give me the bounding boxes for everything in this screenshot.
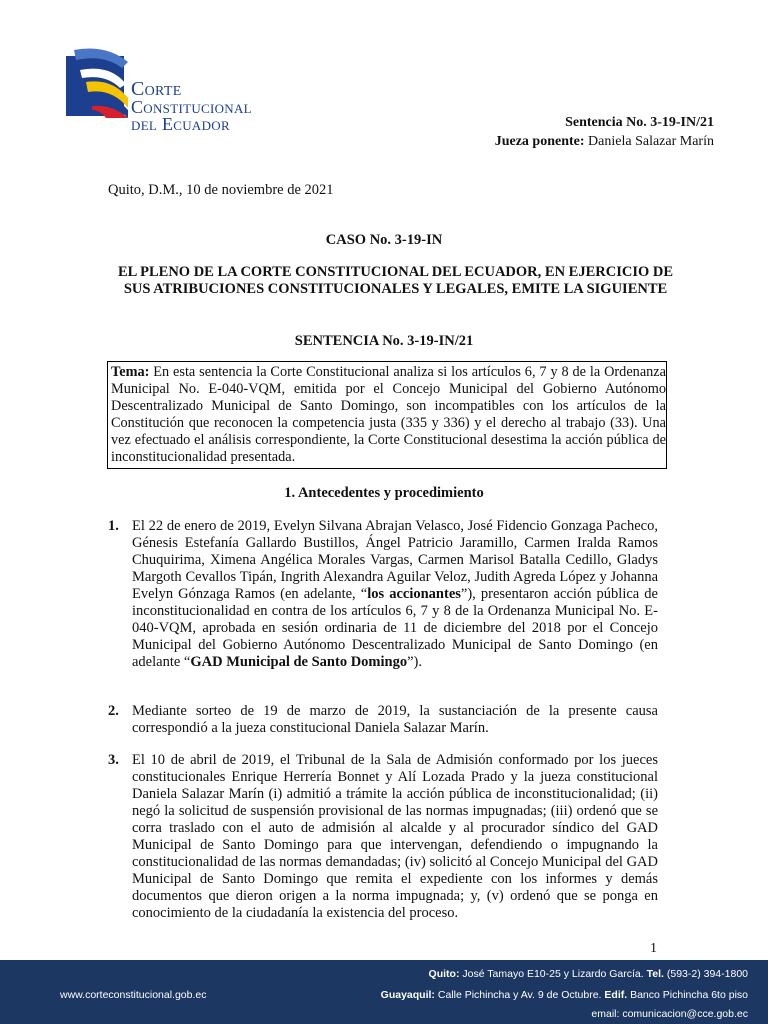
- footer-guayaquil-address: Calle Pichincha y Av. 9 de Octubre.: [437, 989, 602, 1001]
- tema-text: En esta sentencia la Corte Constitucional analiza si los artículos 6, 7 y 8 de la Ordenanza Municipal No. E-040-VQM, emitida por el Concejo Municipal del Gobierno Autónomo Descentralizado Municipal de Santo Domingo, son incompatibles con los artículos de la Constitución que reconocen la competencia justa (335 y 336) y el derecho al trabajo (33). Una vez efectuado el análisis correspondiente, la Corte Constitucional desestima la acción pública de inconstitucionalidad presentada.: [111, 364, 666, 465]
- paragraph-number-1: 1.: [108, 518, 119, 534]
- paragraph-number-2: 2.: [108, 703, 119, 719]
- footer-quito-line: [429, 968, 748, 980]
- logo-line-1: Corte: [131, 78, 182, 100]
- logo-wordmark: [131, 80, 252, 133]
- case-reference: [495, 113, 714, 151]
- logo-line-2: Constitucional: [131, 97, 252, 117]
- paragraph-3: El 10 de abril de 2019, el Tribunal de la Sala de Admisión conformado por los jueces constitucionales Enrique Herrería Bonnet y Alí Lozada Prado y la jueza constitucional Daniela Salazar Marín (i) admitió a trámite la acción pública de inconstitucionalidad; (ii) negó la solicitud de suspensión provisional de las normas impugnadas; (iii) ordenó que se corra traslado con el auto de admisión al alcalde y al procurador síndico del GAD Municipal de Santo Domingo para que intervengan, defendiendo o impugnando la constitucionalidad de las normas demandadas; (iv) solicitó al Concejo Municipal del GAD Municipal de Santo Domingo que remita el expediente con los informes y demás documentos que dieron origen a la norma impugnada; y, (v) ordenó que se ponga en conocimiento de la ciudadanía la existencia del proceso.: [132, 752, 658, 921]
- footer-tel-value: (593-2) 394-1800: [666, 968, 748, 980]
- court-emblem-icon: [66, 48, 136, 120]
- document-date: Quito, D.M., 10 de noviembre de 2021: [108, 182, 334, 198]
- paragraph-1-bold-gad: GAD Municipal de Santo Domingo: [190, 654, 408, 670]
- paragraph-number-3: 3.: [108, 752, 119, 768]
- footer-tel-label: Tel.: [646, 968, 664, 980]
- section-title: 1. Antecedentes y procedimiento: [284, 485, 484, 501]
- tema-label: Tema:: [111, 364, 150, 380]
- jueza-label: Jueza ponente:: [494, 134, 585, 149]
- paragraph-1-bold-accionantes: los accionantes: [367, 586, 461, 602]
- court-logo: [66, 48, 281, 138]
- sentencia-title: SENTENCIA No. 3-19-IN/21: [294, 333, 474, 349]
- logo-line-3: del Ecuador: [131, 114, 230, 134]
- pleno-heading: EL PLENO DE LA CORTE CONSTITUCIONAL DEL ECUADOR, EN EJERCICIO DE SUS ATRIBUCIONES CONSTITUCIONALES Y LEGALES, EMITE LA SIGUIENTE: [117, 264, 674, 297]
- footer-edif-label: Edif.: [604, 989, 628, 1001]
- paragraph-1: [132, 518, 658, 671]
- footer-bar: [0, 960, 768, 1024]
- paragraph-1-text-c: ”), presentaron acción pública de inconstitucionalidad en contra de los artículos 6, 7 y 8 de la Ordenanza Municipal No. E-040-VQM, aprobada en sesión ordinaria de 11 de diciembre del 2018 por el Concejo Municipal del Gobierno Autónomo Descentralizado Municipal de Santo Domingo (en adelante “: [132, 586, 658, 670]
- case-number: CASO No. 3-19-IN: [325, 232, 443, 248]
- sentencia-ref: Sentencia No. 3-19-IN/21: [565, 115, 714, 130]
- footer-edif-value: Banco Pichincha 6to piso: [630, 989, 748, 1001]
- page-number: 1: [650, 941, 657, 956]
- footer-quito-label: Quito:: [428, 968, 460, 980]
- footer-quito-address: José Tamayo E10-25 y Lizardo García.: [462, 968, 644, 980]
- paragraph-1-text-a: El 22 de enero de 2019, Evelyn Silvana Abrajan Velasco, José Fidencio Gonzaga Pacheco, Génesis Estefanía Gallardo Bustillos, Ángel Patricio Jaramillo, Carmen Iralda Ramos Chuquirima, Ximena Angélica Morales Vargas, Carmen Marisol Batalla Cedillo, Gladys Margoth Cevallos Tipán, Ingrith Alexandra Aguilar Veloz, Judith Agreda López y Johanna Evelyn Gónzaga Ramos (en adelante, “: [132, 518, 658, 602]
- jueza-name: Daniela Salazar Marín: [588, 134, 714, 149]
- footer-guayaquil-line: [381, 989, 748, 1001]
- paragraph-1-text-d: ”).: [407, 654, 422, 670]
- footer-website-link[interactable]: www.corteconstitucional.gob.ec: [60, 989, 207, 1001]
- tema-box: [107, 361, 667, 469]
- footer-email-link[interactable]: email: comunicacion@cce.gob.ec: [591, 1008, 748, 1020]
- footer-guayaquil-label: Guayaquil:: [380, 989, 435, 1001]
- paragraph-2: Mediante sorteo de 19 de marzo de 2019, la sustanciación de la presente causa correspondió a la jueza constitucional Daniela Salazar Marín.: [132, 703, 658, 736]
